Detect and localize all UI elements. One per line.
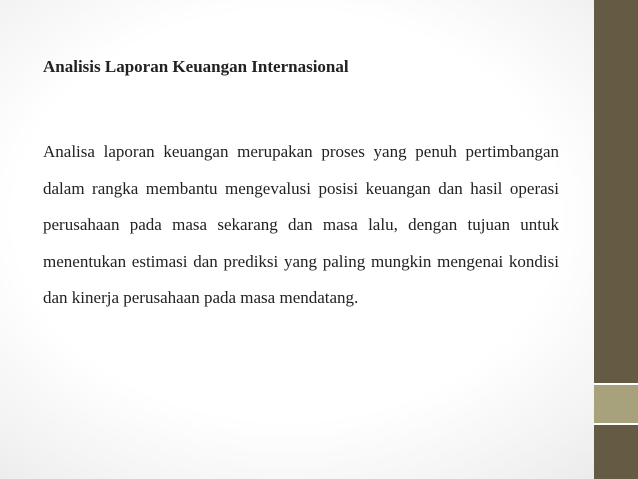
- sidebar-divider-bottom: [594, 423, 638, 425]
- sidebar-accent-block: [594, 385, 638, 423]
- slide-title: Analisis Laporan Keuangan Internasional: [43, 57, 349, 76]
- slide-body-text: Analisa laporan keuangan merupakan proses yang penuh pertimbangan dalam rangka membantu mengevalusi posisi keuangan dan hasil operasi perusahaan pada masa sekarang dan masa lalu, dengan tujuan untuk menentukan estimasi dan prediksi yang paling mungkin mengenai kondisi dan kinerja perusahaan pada masa mendatang.: [43, 142, 559, 307]
